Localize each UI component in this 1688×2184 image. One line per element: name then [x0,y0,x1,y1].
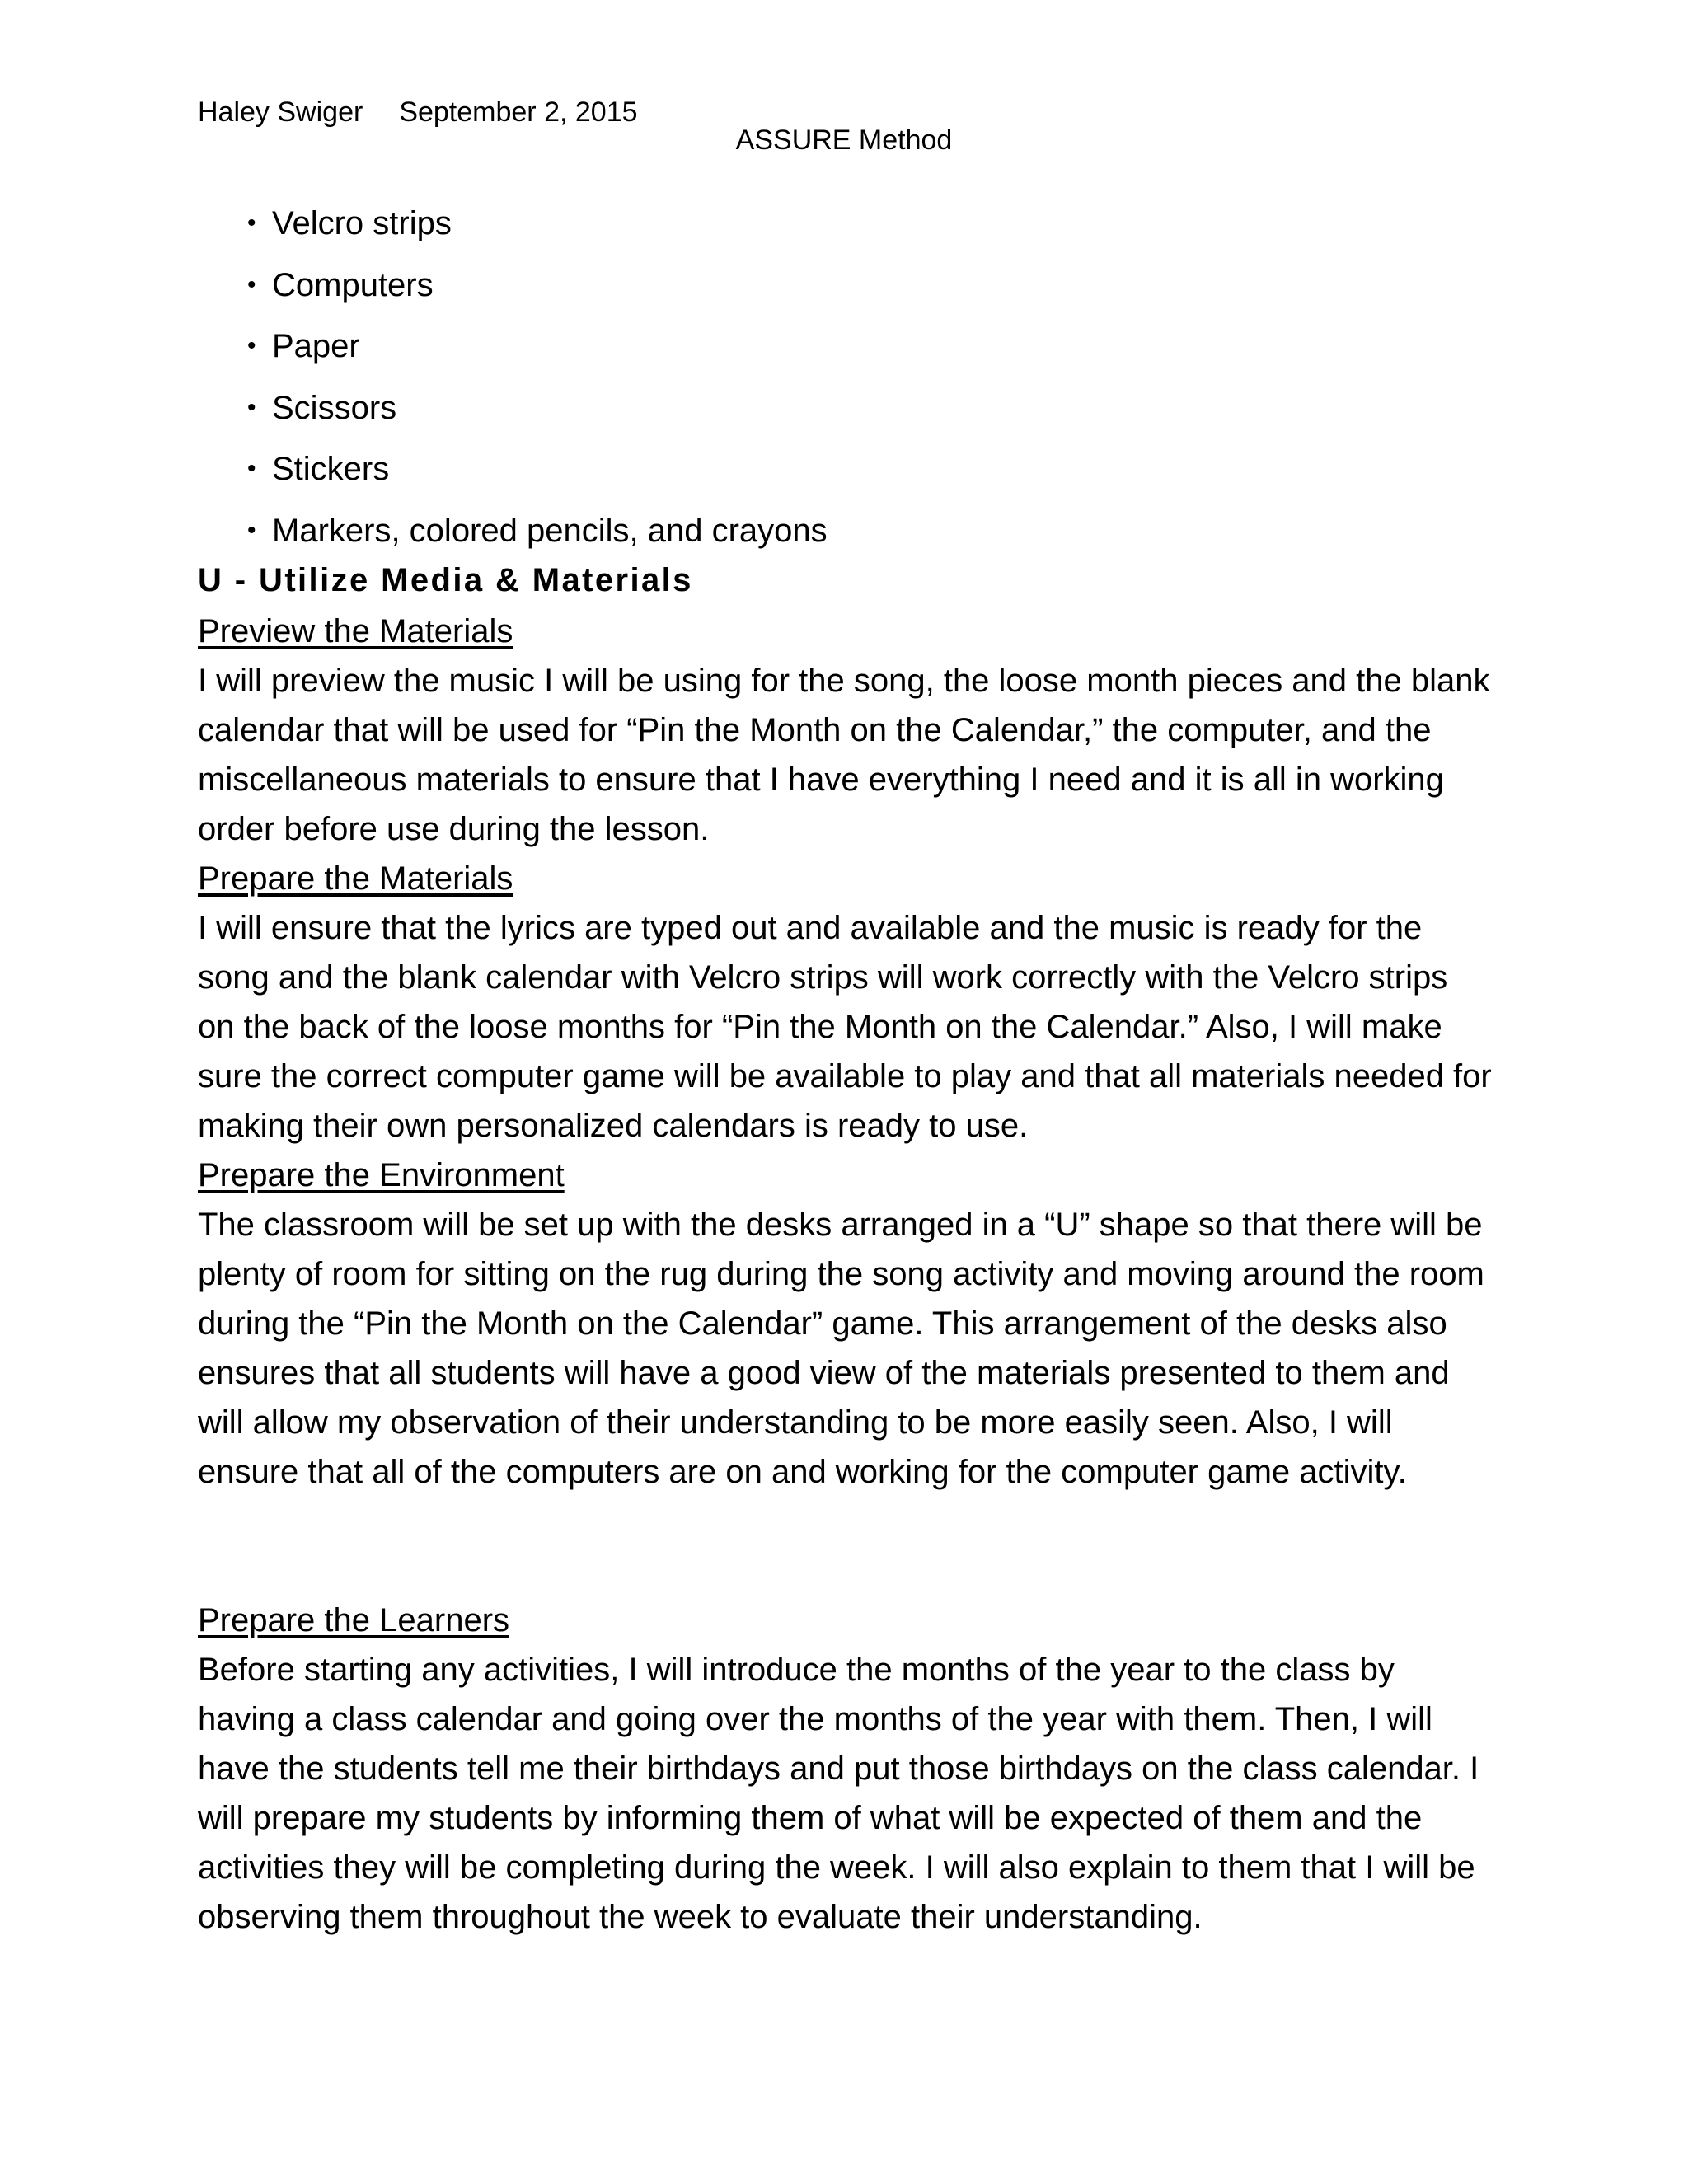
subsection-title-prepare-learners: Prepare the Learners [198,1602,510,1638]
list-item [247,193,828,255]
list-item [247,316,828,377]
document-date: September 2, 2015 [399,96,638,128]
list-item [247,377,828,439]
list-item-text: Velcro strips [272,205,452,241]
document-title: ASSURE Method [735,124,953,156]
subsection-title-prepare-materials: Prepare the Materials [198,860,513,897]
subsection-text-prepare-materials: I will ensure that the lyrics are typed out and available and the music is ready for the song and the blank calendar with Velcro strips will work correctly with the Velcro strips on the back of the loose months for “Pin the Month on the Calendar.” Also, I will make sure the correct computer game will be available to play and that all materials needed for making their own personalized calendars is ready to use. [198,910,1492,1144]
list-item [247,438,828,500]
section-heading: U - Utilize Media & Materials [198,562,693,598]
bullet-icon: • [247,332,256,359]
list-item-text: Scissors [272,389,397,426]
materials-list [247,193,828,561]
author-name: Haley Swiger [198,96,363,128]
list-item [247,255,828,316]
subsection-text-prepare-environment: The classroom will be set up with the desks arranged in a “U” shape so that there will be plenty of room for sitting on the rug during the song activity and moving around the room during the “Pin the Month on the Calendar” game. This arrangement of the desks also ensures that all students will have a good view of the materials presented to them and will allow my observation of their understanding to be more easily seen. Also, I will ensure that all of the computers are on and working for the computer game activity. [198,1207,1484,1490]
list-item-text: Stickers [272,451,390,487]
bullet-icon: • [247,393,256,421]
subsection-text-prepare-learners: Before starting any activities, I will introduce the months of the year to the class by having a class calendar and going over the months of the year with them. Then, I will have the students tell me their birthdays and put those birthdays on the class calendar. I will prepare my students by informing them of what will be expected of them and the activities they will be completing during the week. I will also explain to them that I will be observing them throughout the week to evaluate their understanding. [198,1652,1479,1935]
list-item [247,500,828,562]
bullet-icon: • [247,270,256,298]
list-item-text: Markers, colored pencils, and crayons [272,512,828,549]
bullet-icon: • [247,209,256,237]
blank-space [198,1497,1492,1596]
bullet-icon: • [247,516,256,544]
subsection-title-preview: Preview the Materials [198,613,513,649]
section-content [198,557,1492,1942]
list-item-text: Computers [272,266,434,303]
subsection-title-prepare-environment: Prepare the Environment [198,1157,565,1193]
subsection-text-preview: I will preview the music I will be using for the song, the loose month pieces and the blank calendar that will be used for “Pin the Month on the Calendar,” the computer, and the miscellaneous materials to ensure that I have everything I need and it is all in working order before use during the lesson. [198,663,1490,847]
list-item-text: Paper [272,328,360,364]
bullet-icon: • [247,455,256,482]
